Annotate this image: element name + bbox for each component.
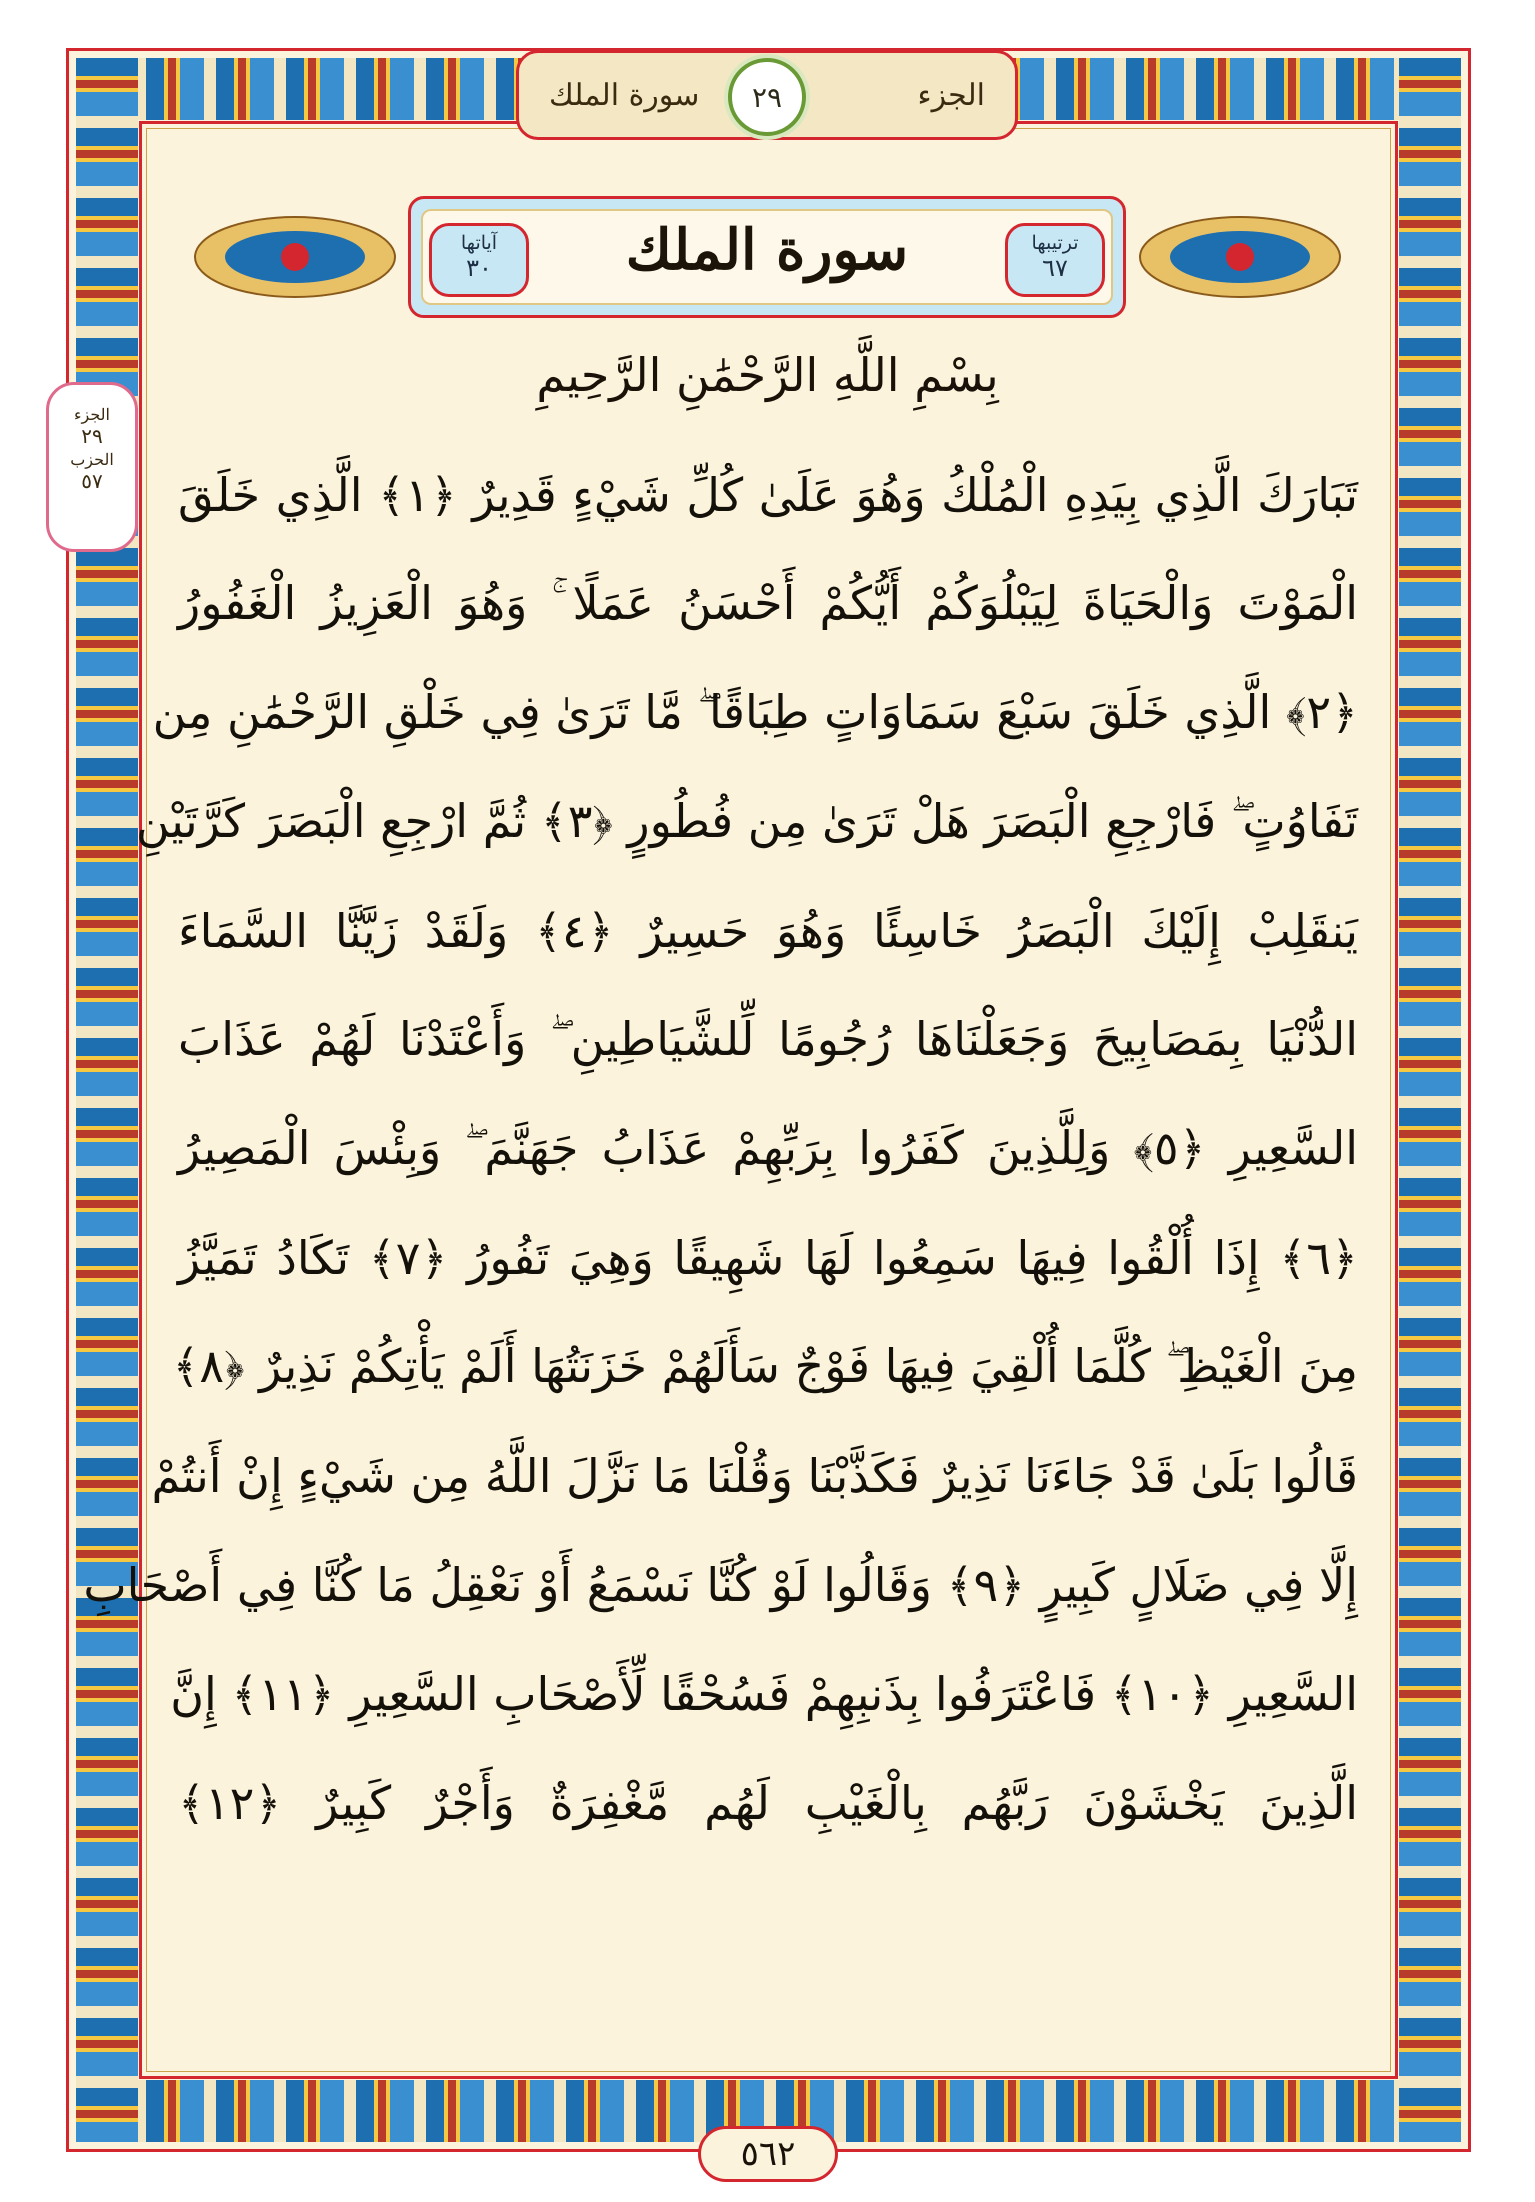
ayat-count-number: ٣٠ [466,254,492,282]
right-title-ornament [1135,196,1345,318]
header-juz-label: الجزء [917,77,985,113]
verse-line [178,1748,1358,1857]
side-hizb-number: ٥٧ [81,469,103,493]
surah-title-banner [408,196,1126,318]
verse-line-text: السَّعِيرِ ﴿١٠﴾ فَاعْتَرَفُوا بِذَنبِهِمْ فَسُحْقًا لِّأَصْحَابِ السَّعِيرِ ﴿١١﴾ إِنَّ [170,1666,1358,1721]
page-number: ٥٦٢ [698,2126,838,2182]
verse-line [136,767,1358,876]
verse-line-text: تَفَاوُتٍ ۖ فَارْجِعِ الْبَصَرَ هَلْ تَرَىٰ مِن فُطُورٍ ﴿٣﴾ ثُمَّ ارْجِعِ الْبَصَرَ كَرَّتَيْنِ [136,793,1358,848]
verse-line-text: تَبَارَكَ الَّذِي بِيَدِهِ الْمُلْكُ وَهُوَ عَلَىٰ كُلِّ شَيْءٍ قَدِيرٌ ﴿١﴾ الَّذِي خَلَقَ [178,467,1358,522]
verse-line [178,549,1358,658]
verse-line [151,1421,1358,1530]
border-left-band [76,58,138,2142]
verse-line [178,1203,1358,1312]
side-juz-marker [46,382,138,552]
header-juz-number: ٢٩ [728,58,806,136]
verse-line-text: ﴿٦﴾ إِذَا أُلْقُوا فِيهَا سَمِعُوا لَهَا شَهِيقًا وَهِيَ تَفُورُ ﴿٧﴾ تَكَادُ تَمَيَّزُ [178,1230,1358,1285]
border-right-band [1399,58,1461,2142]
verse-line-text: الْمَوْتَ وَالْحَيَاةَ لِيَبْلُوَكُمْ أَيُّكُمْ أَحْسَنُ عَمَلًا ۚ وَهُوَ الْعَزِيزُ الْغَفُورُ [178,575,1359,630]
verse-line [152,658,1358,767]
side-hizb-label: الحزب [70,450,114,469]
surah-title: سورة الملك [625,217,909,283]
ayat-count-medallion [429,223,529,297]
surah-order-label: ترتيبها [1031,232,1079,254]
verse-line-text: إِلَّا فِي ضَلَالٍ كَبِيرٍ ﴿٩﴾ وَقَالُوا لَوْ كُنَّا نَسْمَعُ أَوْ نَعْقِلُ مَا كُنَّا فِي أَصْحَابِ [83,1557,1358,1612]
verse-line-text: الدُّنْيَا بِمَصَابِيحَ وَجَعَلْنَاهَا رُجُومًا لِّلشَّيَاطِينِ ۖ وَأَعْتَدْنَا لَهُمْ عَذَابَ [178,1011,1358,1066]
ayat-count-label: آياتها [460,232,498,254]
header-surah-label: سورة الملك [549,77,700,113]
verse-line [178,1094,1358,1203]
side-juz-label: الجزء [74,405,110,424]
verse-line [178,985,1358,1094]
verse-line [172,1312,1358,1421]
verse-line [83,1530,1358,1639]
verse-line-text: مِنَ الْغَيْظِ ۖ كُلَّمَا أُلْقِيَ فِيهَا فَوْجٌ سَأَلَهُمْ خَزَنَتُهَا أَلَمْ يَأْتِكُمْ نَذِيرٌ ﴿٨﴾ [172,1338,1358,1393]
side-juz-number: ٢٩ [81,424,103,448]
surah-order-number: ٦٧ [1042,254,1068,282]
verse-line-text: السَّعِيرِ ﴿٥﴾ وَلِلَّذِينَ كَفَرُوا بِرَبِّهِمْ عَذَابُ جَهَنَّمَ ۖ وَبِئْسَ الْمَصِيرُ [178,1120,1358,1175]
verse-line [178,440,1358,549]
basmala: بِسْمِ اللَّهِ الرَّحْمَٰنِ الرَّحِيمِ [536,348,999,402]
left-title-ornament [190,196,400,318]
verse-line-text: ﴿٢﴾ الَّذِي خَلَقَ سَبْعَ سَمَاوَاتٍ طِبَاقًا ۖ مَّا تَرَىٰ فِي خَلْقِ الرَّحْمَٰنِ مِن [152,684,1358,739]
verse-line-text: الَّذِينَ يَخْشَوْنَ رَبَّهُم بِالْغَيْبِ لَهُم مَّغْفِرَةٌ وَأَجْرٌ كَبِيرٌ ﴿١٢﴾ [178,1775,1358,1830]
verse-line-text: يَنقَلِبْ إِلَيْكَ الْبَصَرُ خَاسِئًا وَهُوَ حَسِيرٌ ﴿٤﴾ وَلَقَدْ زَيَّنَّا السَّمَاءَ [178,903,1358,958]
surah-order-medallion [1005,223,1105,297]
verse-line [170,1639,1358,1748]
verse-line [178,876,1358,985]
verse-line-text: قَالُوا بَلَىٰ قَدْ جَاءَنَا نَذِيرٌ فَكَذَّبْنَا وَقُلْنَا مَا نَزَّلَ اللَّهُ مِن شَيْءٍ إِنْ أَنتُمْ [151,1448,1358,1503]
